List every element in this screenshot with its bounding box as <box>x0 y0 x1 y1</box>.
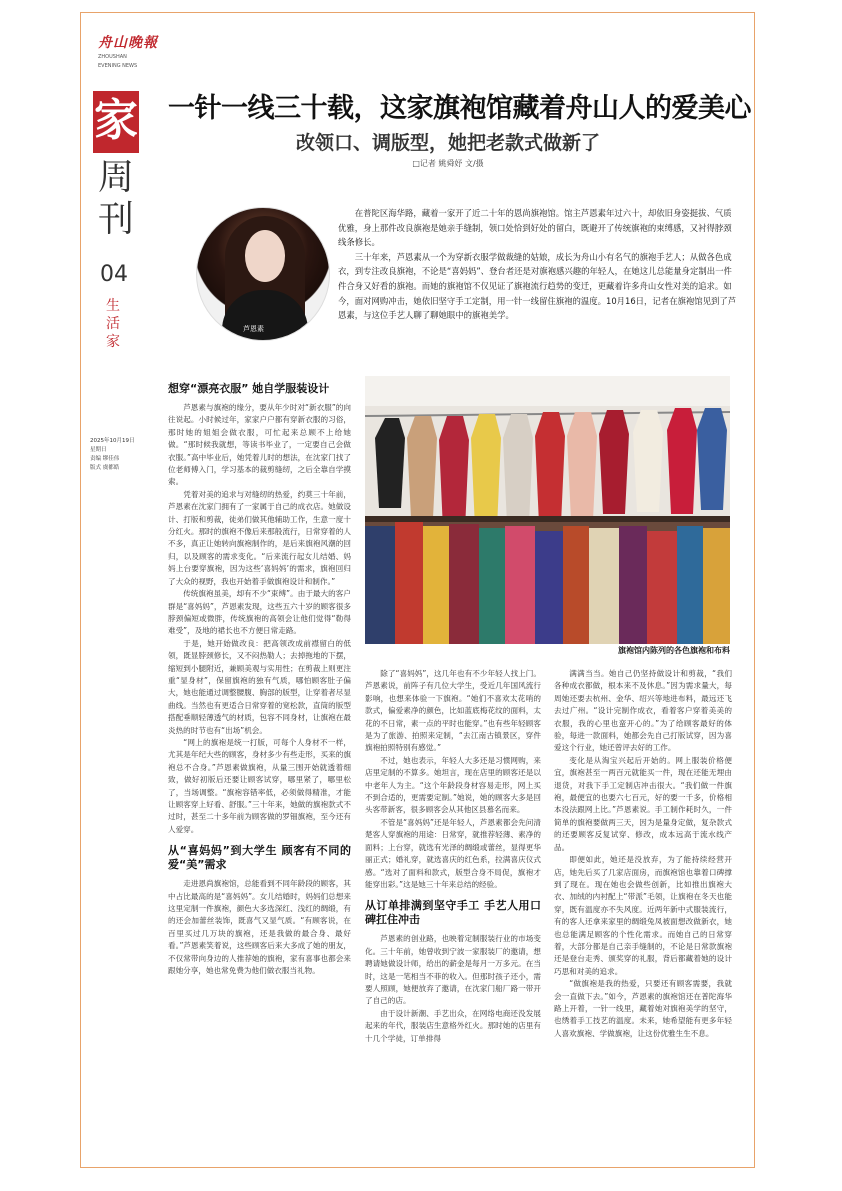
lead-paragraph: 在普陀区海华路，藏着一家开了近二十年的恩尚旗袍馆。馆主芦恩素年过六十，却依旧身姿挺拔、气质优雅，身上那件改良旗袍是她亲手缝制，领口处恰到好处的留白，既避开了传统旗袍的束缚感，又衬得脖颈线条修长。 <box>338 208 732 248</box>
body-paragraph: 变化是从淘宝兴起后开始的。网上服装价格便宜，旗袍甚至一两百元就能买一件，现在还能无埋由退货，对我下手工定制店冲击很大。“我们做一件旗袍，最便宜的也要六七百元，好的要一千多，价格相本没法跟网上比。”芦恩素说。手工制作耗时久，一件简单的旗袍要做两三天，因为是量身定做，复杂款式的还要顾客反复试穿、修改，成本远高于流水线产品。 <box>554 755 732 852</box>
article-byline: □记者 姚舜妤 文/摄 <box>412 159 484 168</box>
portrait-caption: 芦恩素 <box>243 325 264 333</box>
article-subhead: 改领口、调版型，她把老款式做新了 <box>295 132 600 154</box>
page-number: 04 <box>100 262 128 287</box>
body-paragraph: 凭着对美的追求与对缝纫的热爱，约莫三十年前，芦恩素在沈家门拥有了一家属于自己的成衣店。她做设计、打版和剪裁，徒弟们做其他辅助工作，生意一度十分红火。那时的旗袍不像后来那般流行，日常穿着的人不多，真正让她转向旗袍制作的，是后来旗袍风潮的回归，以及顾客的需求变化。“后来流行起女儿结婚、妈妈上台要穿旗袍，因为这些‘喜妈妈’的需求，旗袍回归了大众的视野，我也开始着手做旗袍设计和制作。” <box>168 489 351 586</box>
body-paragraph: 传统旗袍虽美，却有不少“束缚”。由于最大的客户群是“喜妈妈”，芦恩素发现，这些五六十岁的顾客很多脖颈偏短或微胖，传统旗袍的高领会让他们觉得“勒得难受”，及地的裙长也不方便日常走路。 <box>168 589 351 636</box>
section-heading: 从“喜妈妈”到大学生 顾客有不同的爱“美”需求 <box>168 844 351 872</box>
portrait-photo <box>196 207 330 341</box>
body-paragraph: 即便如此，她还是没放弃，为了能持续经营开店，她先后买了几家店面房，而旗袍馆也靠着口碑撑到了现在。现在她也会做些创新，比如推出旗袍大衣、加绒的内衬配上“带派”毛领，让旗袍在冬天也能穿，既有温度亦不失风度。近两年新中式服装流行，有的客人还拿来家里的绸缎兔凤被面想改做新衣，她也总能满足顾客的个性化需求。而她自己的日常穿着，大部分都是自己亲手缝制的，不论是日常款旗袍还是登台走秀、颁奖穿的礼服，背后都藏着她的设计巧思和对美的追求。 <box>554 855 732 976</box>
body-paragraph: 不过，她也表示，年轻人大多还是习惯网购，来店里定制的不算多。她坦言，现在店里的顾客还是以中老年人为主。“这个年龄段身材容易走形，网上买不到合适的，更需要定制。”她说，她的顾客大多是回头客带新客，很多顾客会从其他区县慕名而来。 <box>365 755 541 815</box>
issue-info <box>90 437 145 473</box>
section-heading: 从订单排满到坚守手工 手艺人用口碑扛住冲击 <box>365 899 541 927</box>
body-paragraph: 于是，她开始做改良：把高领改成前襟留白的低领，既显脖颈修长，又不闷热勒人；去掉拖地的下摆，缩短到小腿附近，兼顾美观与实用性；在剪裁上则更注重“显身材”，保留旗袍的独有气质，哪怕顾客肚子偏大，她也能通过调整腰腹、胸部的版型，让穿着者尽显曲线。当然也有更适合日常穿着的宽松款，直筒的版型搭配垂顺轻薄透气的材质，包容不同身材，让旗袍在最炎热的时节也有“出场”机会。 <box>168 638 351 735</box>
article-column-1 <box>168 380 351 1140</box>
body-paragraph: 由于设计新潮、手艺出众，在网络电商还没发展起来的年代，服装店生意格外红火。那时她的店里有十几个学徒，订单排得 <box>365 1008 541 1043</box>
article-column-3 <box>554 668 732 1140</box>
shop-photo <box>365 376 730 644</box>
body-paragraph: 芦恩素与旗袍的缘分，要从年少时对“新衣服”的向往说起。小时候过年，家家户户都有穿新衣服的习俗，那时她的姐姐会做衣服，可忙起来总顾不上给她做。“那时候我就想，等读书毕业了，一定要自己会做衣服。”高中毕业后，她凭着儿时的想法，在沈家门找了位老师傅入门，学习基本的裁剪缝纫，之后全靠自学摸索。 <box>168 403 351 487</box>
body-paragraph: 满满当当。她自己仍坚持做设计和剪裁，“我们各种成衣都做，根本来不及休息。”因为需求量大，每周她还要去杭州、金华、绍兴等地进布料，最远还飞去过广州。“设计完制作成衣，看着客户穿着美美的衣服，我的心里也蛮开心的。”为了给顾客最好的体验，每进一款面料，她都会先自己打版试穿，因为喜爱这个行业，她还曾评去好的工作。 <box>554 669 732 753</box>
body-paragraph: 芦恩素的创业路，也映着定制服装行业的市场变化。三十年前，她曾收到宁波一家服装厂的邀请，想聘请她做设计师，给出的薪金是每月一万多元。在当时，这是一笔相当不菲的收入。但那时孩子还小，需要人照顾，她便放弃了邀请，在沈家门船厂路一带开了自己的店。 <box>365 934 541 1006</box>
article-lead <box>338 206 738 323</box>
photo-caption: 旗袍馆内陈列的各色旗袍和布料 <box>618 646 730 655</box>
section-mark-kan: 刊 <box>98 199 135 240</box>
section-name: 生活家 <box>106 298 120 350</box>
body-paragraph: “做旗袍是我的热爱，只要还有顾客需要，我就会一直做下去。”如今，芦恩素的旗袍馆还在普陀海华路上开着，一针一线里，藏着她对旗袍美学的坚守，也绣着手工技艺的温度。未来，她希望能有更多年轻人喜欢旗袍、学做旗袍，让这份优雅生生不息。 <box>554 979 732 1038</box>
newspaper-logo: 舟山晚報 <box>98 35 158 51</box>
section-heading: 想穿“漂亮衣服” 她自学服装设计 <box>168 382 330 395</box>
issue-date: 2025年10月19日 <box>90 438 135 444</box>
body-paragraph: 不管是“喜妈妈”还是年轻人，芦恩素都会先问清楚客人穿旗袍的用途：日常穿，就推荐轻薄、素净的面料；上台穿，就选有光泽的绸缎或蕾丝，显得更华丽正式；婚礼穿，就选喜庆的红色系，拉满喜庆仪式感。“选对了面料和款式，版型合身不局促，旗袍才能穿出彩。”这是她三十年来总结的经验。 <box>365 817 541 889</box>
masthead-sub-1: ZHOUSHAN <box>98 54 127 60</box>
masthead <box>98 32 158 70</box>
article-headline: 一针一线三十载，这家旗袍馆藏着舟山人的爱美心 <box>168 93 751 124</box>
body-paragraph: 除了“喜妈妈”，这几年也有不少年轻人找上门。芦恩素说，前阵子有几位大学生，受近几年国风流行影响，也想来体验一下旗袍。“她们不喜欢太花哨的款式，偏爱素净的颜色，比如蓝底梅花纹的面料，太花的不日常，素一点的平时也能穿。”也有些年轻顾客是为了旅游、拍照来定制，“去江南古镇景区，穿件旗袍拍照特别有感觉。” <box>365 669 541 753</box>
lead-paragraph: 三十年来，芦恩素从一个为穿新衣服学做裁缝的姑娘，成长为舟山小有名气的旗袍手艺人；从做各色成衣，到专注改良旗袍，不论是“喜妈妈”、登台者还是对旗袍感兴趣的年轻人，在她这儿总能量身定制出一件件合身又好看的旗袍。而她的旗袍馆不仅见证了旗袍流行趋势的变迁，更藏着许多舟山女性对美的追求。如今，面对网购冲击，她依旧坚守手工定制，用一针一线留住旗袍的温度。10月16日，记者在旗袍馆见到了芦恩素，与这位手艺人聊了聊她眼中的旗袍美学。 <box>338 251 737 321</box>
section-mark-jia: 家 <box>93 91 139 153</box>
body-paragraph: 走进恩尚旗袍馆，总能看到不同年龄段的顾客，其中占比最高的是“喜妈妈”。女儿结婚时，妈妈们总想来这里定制一件旗袍，颜色大多选深红、浅红的绸缎，有的还会加蕾丝装饰，既喜气又显气质。“有顾客说，在百里买过几万块的旗袍，还是我做的最合身、最好看。”芦恩素笑着说，这些顾客后来大多成了她的朋友，不仅常带向身边的人推荐她的旗袍，家有喜事也都会来跟她分享，她也常免费为他们做衣服当礼物。 <box>168 879 351 976</box>
article-column-2 <box>365 668 541 1140</box>
issue-designer: 版式 虞都皓 <box>90 465 120 471</box>
issue-weekday: 星期日 <box>90 447 107 453</box>
body-paragraph: “网上的旗袍是统一打版，可每个人身材不一样，尤其是年纪大些的顾客，身材多少有些走形，买来的旗袍总不合身。”芦恩素做旗袍，从量三围开始就透着细致，做好初版后还要让顾客试穿，哪里紧了，哪里松了，当场调整。“旗袍容错率低，必须做得精准，才能让顾客穿上好看、舒服。”三十年来，她做的旗袍款式不过时，甚至二十多年前为顾客做的罗钿旗袍，至今还有人爱穿。 <box>168 737 351 834</box>
issue-editor: 责编 缪佳伟 <box>90 456 120 462</box>
masthead-sub-2: EVENING NEWS <box>98 63 138 69</box>
section-mark-zhou: 周 <box>98 157 135 198</box>
